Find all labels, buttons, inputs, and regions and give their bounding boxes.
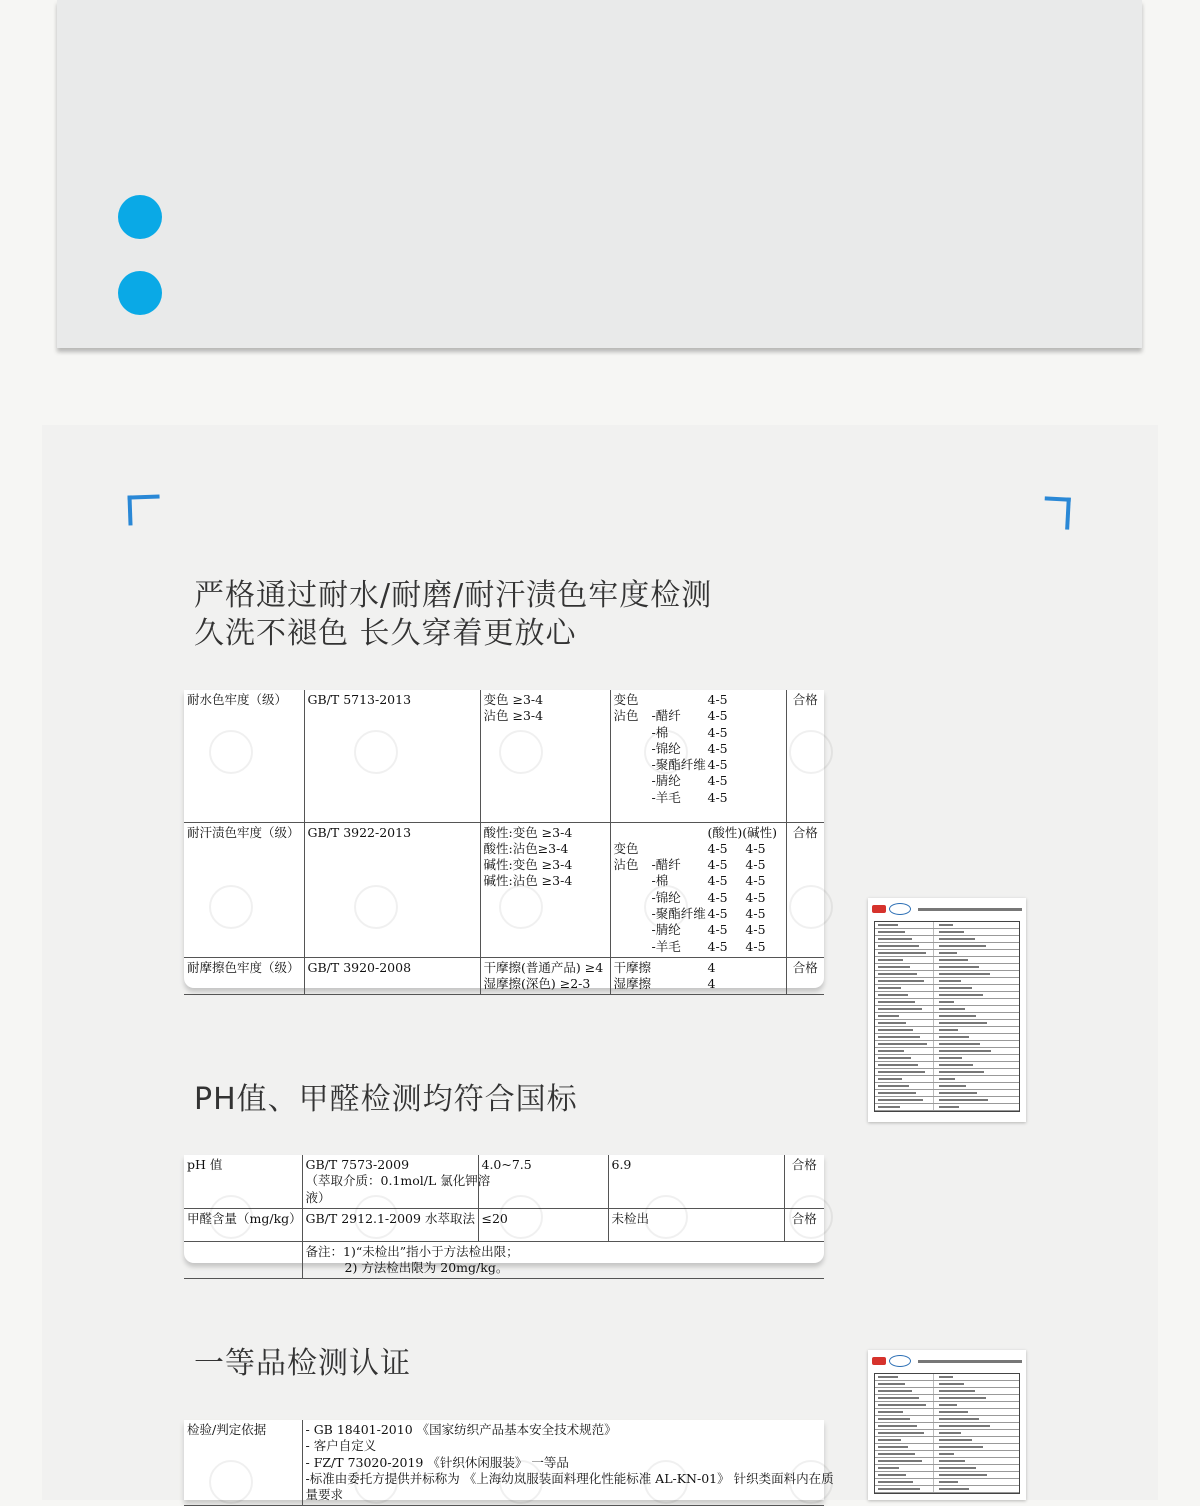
note-line: 2) 方法检出限为 20mg/kg。: [344, 1260, 509, 1276]
result-cell: 4-5: [745, 857, 766, 873]
certificate-line: [875, 1416, 1019, 1423]
result-cell: [614, 873, 652, 889]
note-row: [184, 1241, 824, 1279]
result-cell: 4-5: [707, 740, 728, 756]
certificate-line: [875, 999, 1019, 1006]
result-cell: 湿摩擦: [613, 976, 652, 992]
result-cell: 4: [707, 976, 716, 992]
result-cell: [744, 790, 774, 806]
result-cell: 4-5: [707, 873, 728, 889]
result-cell: 4-5: [745, 873, 766, 889]
certificate-line: [875, 1430, 1019, 1437]
requirement-line: 变色 ≥3-4: [483, 692, 544, 707]
table-row: [184, 957, 824, 995]
certificate-line: [875, 1486, 1019, 1493]
certificate-line: [875, 1006, 1019, 1013]
certificate-line: [875, 1097, 1019, 1104]
result-cell: [614, 757, 652, 773]
result-cell: [614, 773, 652, 789]
result-cell: [744, 960, 774, 976]
result-cell: 变色: [613, 840, 639, 856]
certificate-line: [875, 992, 1019, 999]
result-cell: [652, 976, 708, 992]
result-cell: [744, 976, 774, 992]
certificate-line: [875, 1409, 1019, 1416]
result-cell: 4-5: [707, 840, 728, 856]
test-result: [610, 690, 786, 822]
certificate-line: [875, 1388, 1019, 1395]
certificate-line: [875, 1069, 1019, 1076]
bullet-dot-icon: [118, 195, 162, 239]
standard-line: （萃取介质：0.1mol/L 氯化钾溶: [305, 1173, 491, 1189]
result-cell: [614, 790, 652, 806]
result-cell: 4-5: [745, 889, 766, 905]
test-requirement: ≤20: [478, 1208, 608, 1241]
result-cell: [614, 890, 652, 906]
verdict: 合格: [786, 822, 824, 957]
certificate-line: [875, 1472, 1019, 1479]
certificate-line: [875, 1020, 1019, 1027]
certificate-line: [875, 1034, 1019, 1041]
certificate-line: [875, 929, 1019, 936]
result-cell: -醋纤: [651, 857, 681, 873]
verdict: 合格: [786, 957, 824, 995]
result-cell: [652, 960, 708, 976]
certificate-line: [875, 1083, 1019, 1090]
corner-bracket-icon: [1043, 496, 1071, 529]
test-requirement: [480, 822, 610, 957]
result-cell: 4-5: [745, 840, 766, 856]
section2-title: PH值、甲醛检测均符合国标: [194, 1082, 578, 1117]
result-cell: -棉: [651, 873, 669, 889]
certificate-line: [875, 1013, 1019, 1020]
verdict: 合格: [784, 1155, 824, 1208]
result-cell: 4-5: [707, 938, 728, 954]
result-cell: 沾色: [613, 708, 639, 724]
result-cell: 干摩擦: [613, 959, 652, 975]
certificate-line: [875, 1062, 1019, 1069]
table-row: [184, 690, 824, 822]
result-cell: [744, 773, 774, 789]
bullet-dot-icon: [118, 271, 162, 315]
ma-logo-icon: [872, 905, 886, 913]
result-cell: 4: [707, 959, 716, 975]
requirement-line: 酸性:沾色≥3-4: [483, 840, 569, 856]
test-item: 耐摩擦色牢度（级）: [184, 957, 304, 995]
grade-certification-table: [184, 1420, 834, 1503]
requirement-line: 干摩擦(普通产品) ≥4: [483, 959, 604, 975]
test-item: 耐汗渍色牢度（级）: [184, 822, 304, 957]
result-cell: -聚酯纤维: [651, 757, 706, 773]
result-cell: -锦纶: [651, 740, 681, 756]
colorfastness-report-table: [184, 690, 824, 992]
certificate-line: [875, 1444, 1019, 1451]
test-item: 耐水色牢度（级）: [184, 690, 304, 822]
certificate-line: [875, 964, 1019, 971]
certificate-line: [875, 1048, 1019, 1055]
test-standard: [302, 1155, 491, 1208]
result-cell: -腈纶: [651, 773, 681, 789]
result-cell: [744, 741, 774, 757]
result-cell: 4-5: [707, 789, 728, 805]
test-standard: GB/T 3922-2013: [304, 822, 480, 957]
certificate-line: [875, 950, 1019, 957]
test-result: 未检出: [608, 1208, 784, 1241]
certificate-line: [875, 978, 1019, 985]
result-cell: [614, 922, 652, 938]
test-item: 甲醛含量（mg/kg）: [184, 1208, 302, 1241]
result-cell: 沾色: [613, 857, 639, 873]
test-report-panel: [42, 425, 1158, 1503]
result-cell: [744, 708, 774, 724]
result-cell: [614, 741, 652, 757]
certificate-line: [875, 971, 1019, 978]
verdict: 合格: [786, 690, 824, 822]
result-cell: [744, 757, 774, 773]
test-standard: GB/T 3920-2008: [304, 957, 480, 995]
ma-logo-icon: [872, 1357, 886, 1365]
certificate-line: [875, 1104, 1019, 1111]
result-cell: -锦纶: [651, 889, 681, 905]
table-row: [184, 1155, 824, 1208]
test-requirement: [480, 957, 610, 995]
result-cell: 4-5: [745, 905, 766, 921]
requirement-line: 酸性:变色 ≥3-4: [483, 824, 573, 840]
requirement-line: 沾色 ≥3-4: [483, 708, 544, 724]
result-cell: 4-5: [707, 708, 728, 724]
standard-line: GB/T 2912.1-2009 水萃取法: [305, 1210, 475, 1226]
result-cell: -聚酯纤维: [651, 905, 706, 921]
test-standard: GB/T 5713-2013: [304, 690, 480, 822]
result-cell: [652, 692, 708, 708]
cnas-logo-icon: [889, 903, 911, 915]
test-requirement: 4.0~7.5: [478, 1155, 608, 1208]
result-cell: 4-5: [707, 773, 728, 789]
result-cell: 4-5: [707, 889, 728, 905]
result-cell: [744, 725, 774, 741]
test-certificate-thumbnail[interactable]: [868, 898, 1026, 1122]
result-cell: -醋纤: [651, 708, 681, 724]
section1-title: 严格通过耐水/耐磨/耐汗渍色牢度检测 久洗不褪色 长久穿着更放心: [194, 578, 713, 651]
certificate-line: [875, 1451, 1019, 1458]
test-result: [610, 822, 786, 957]
certificate-line: [875, 1458, 1019, 1465]
table-row: [184, 822, 824, 957]
test-certificate-thumbnail[interactable]: [868, 1350, 1026, 1500]
certificate-line: [875, 1374, 1019, 1381]
certificate-line: [875, 1437, 1019, 1444]
result-cell: -羊毛: [651, 938, 681, 954]
test-standard: [302, 1208, 478, 1241]
result-cell: [652, 841, 708, 857]
result-cell: 4-5: [707, 905, 728, 921]
result-cell: [614, 725, 652, 741]
certificate-line: [875, 1479, 1019, 1486]
standard-line: 液）: [305, 1189, 331, 1205]
certificate-line: [875, 1423, 1019, 1430]
certificate-line: [875, 943, 1019, 950]
result-cell: [744, 692, 774, 708]
certificate-line: [875, 1027, 1019, 1034]
cnas-logo-icon: [889, 1355, 911, 1367]
result-cell: 4-5: [745, 938, 766, 954]
certificate-line: [875, 1055, 1019, 1062]
verdict: 合格: [784, 1208, 824, 1241]
standard-line: GB/T 7573-2009: [305, 1157, 410, 1172]
ph-formaldehyde-report-table: [184, 1155, 824, 1276]
note: [302, 1241, 824, 1279]
certificate-line: [875, 1041, 1019, 1048]
basis-label: 检验/判定依据: [184, 1420, 302, 1506]
result-cell: 4-5: [707, 692, 728, 707]
certificate-line: [875, 985, 1019, 992]
test-result: 6.9: [608, 1155, 784, 1208]
requirement-line: 碱性:变色 ≥3-4: [483, 857, 573, 873]
test-item: pH 值: [184, 1155, 302, 1208]
result-cell: [614, 906, 652, 922]
certificate-line: [875, 922, 1019, 929]
result-cell: 4-5: [745, 922, 766, 938]
certificate-line: [875, 1465, 1019, 1472]
result-cell: 4-5: [707, 922, 728, 938]
certificate-line: [875, 1090, 1019, 1097]
test-result: [610, 957, 786, 995]
certificate-line: [875, 1402, 1019, 1409]
requirement-line: 湿摩擦(深色) ≥2-3: [483, 976, 591, 992]
note-line: 备注：1)“未检出”指小于方法检出限；: [305, 1243, 519, 1259]
top-card: [57, 0, 1142, 348]
result-cell: 4-5: [707, 757, 728, 773]
section3-title: 一等品检测认证: [194, 1346, 411, 1381]
result-header: (酸性)(碱性): [707, 824, 778, 840]
basis-lines: - GB 18401-2010 《国家纺织产品基本安全技术规范》 - 客户自定义 - FZ/T 73020-2019 《针织休闲服装》 一等品 -标准由委托方提供并标称为 《上海幼岚服装面料理化性能标准 AL-KN-01》 针织类面料内在质 量要求: [302, 1420, 824, 1506]
result-cell: [614, 939, 652, 955]
certificate-line: [875, 1381, 1019, 1388]
result-cell: -棉: [651, 724, 669, 740]
certificate-line: [875, 957, 1019, 964]
test-requirement: [480, 690, 610, 822]
requirement-line: 碱性:沾色 ≥3-4: [483, 873, 573, 889]
certificate-line: [875, 1076, 1019, 1083]
corner-bracket-icon: [127, 494, 160, 525]
result-cell: 4-5: [707, 857, 728, 873]
certificate-line: [875, 1395, 1019, 1402]
certificate-line: [875, 936, 1019, 943]
result-cell: -羊毛: [651, 789, 681, 805]
result-cell: 变色: [613, 692, 639, 707]
result-cell: -腈纶: [651, 922, 681, 938]
table-row: [184, 1208, 824, 1241]
result-cell: 4-5: [707, 724, 728, 740]
